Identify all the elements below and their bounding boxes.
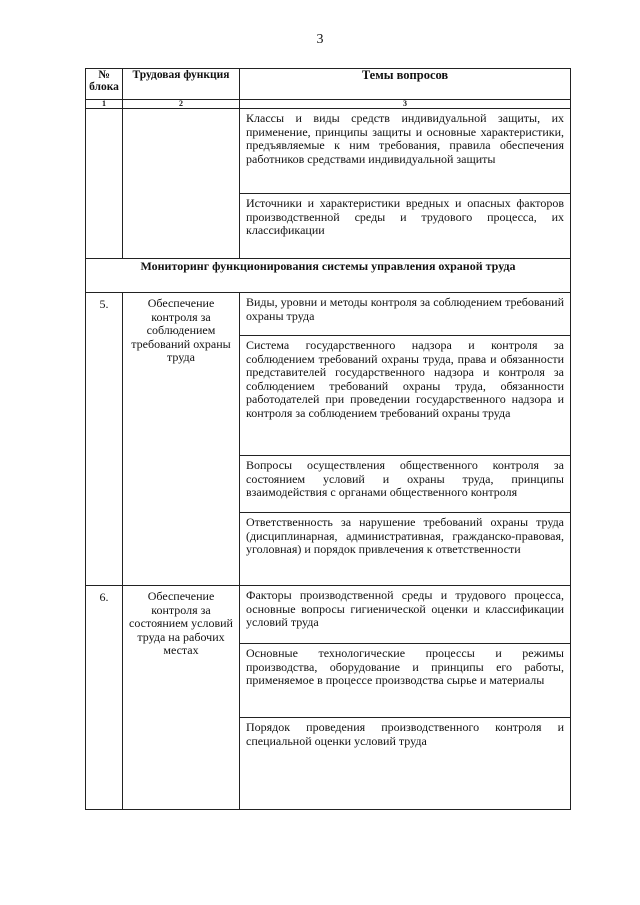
topics-table (85, 68, 571, 810)
column-number: 2 (123, 100, 240, 109)
column-numbers-row (86, 100, 571, 109)
header-topics: Темы вопросов (240, 69, 571, 100)
labor-function: Обеспечение контроля за соблюдением требований охраны труда (123, 293, 240, 586)
block-number: 6. (86, 586, 123, 810)
block-row-5 (86, 293, 571, 586)
column-number: 3 (240, 100, 571, 109)
header-block-number: № блока (86, 69, 123, 100)
page-number: 3 (316, 32, 324, 47)
continued-block-row (86, 109, 571, 259)
table-header-row (86, 69, 571, 100)
block-row-6 (86, 586, 571, 810)
topic-item: Система государственного надзора и контроля за соблюдением требований охраны труда, права и обязанности представителей государственного надзора и контроля за соблюдением требований охраны труда, обязанности работодателей при проведении государственного надзора и контроля за соблюдением требований охраны труда (240, 335, 570, 455)
section-title-row (86, 259, 571, 293)
block-number: 5. (86, 293, 123, 586)
section-title: Мониторинг функционирования системы управления охраной труда (86, 259, 571, 293)
topic-item: Факторы производственной среды и трудового процесса, основные вопросы гигиенической оценки и классификации условий труда (246, 588, 564, 630)
topic-item: Порядок проведения производственного контроля и специальной оценки условий труда (240, 717, 570, 809)
topics-cell (240, 109, 571, 259)
topic-item: Классы и виды средств индивидуальной защиты, их применение, принципы защиты и основные характеристики, предъявляемые к ним требования, правила обеспечения работников средствами индивидуальной защиты (246, 111, 564, 166)
topic-item: Виды, уровни и методы контроля за соблюдением требований охраны труда (246, 295, 564, 323)
topic-item: Источники и характеристики вредных и опасных факторов производственной среды и трудового процесса, их классификации (240, 193, 570, 258)
column-number: 1 (86, 100, 123, 109)
topic-item: Ответственность за нарушение требований охраны труда (дисциплинарная, административная, гражданско-правовая, уголовная) и порядок привлечения к ответственности (240, 512, 570, 585)
topics-cell (240, 586, 571, 810)
header-labor-function: Трудовая функция (123, 69, 240, 100)
topic-item: Вопросы осуществления общественного контроля за состоянием условий и охраны труда, принципы взаимодействия с органами общественного контроля (240, 455, 570, 512)
labor-function-cell (123, 109, 240, 259)
topics-cell (240, 293, 571, 586)
block-number-cell (86, 109, 123, 259)
labor-function: Обеспечение контроля за состоянием условий труда на рабочих местах (123, 586, 240, 810)
topic-item: Основные технологические процессы и режимы производства, оборудование и принципы его работы, применяемое в процессе производства сырье и материалы (240, 643, 570, 717)
